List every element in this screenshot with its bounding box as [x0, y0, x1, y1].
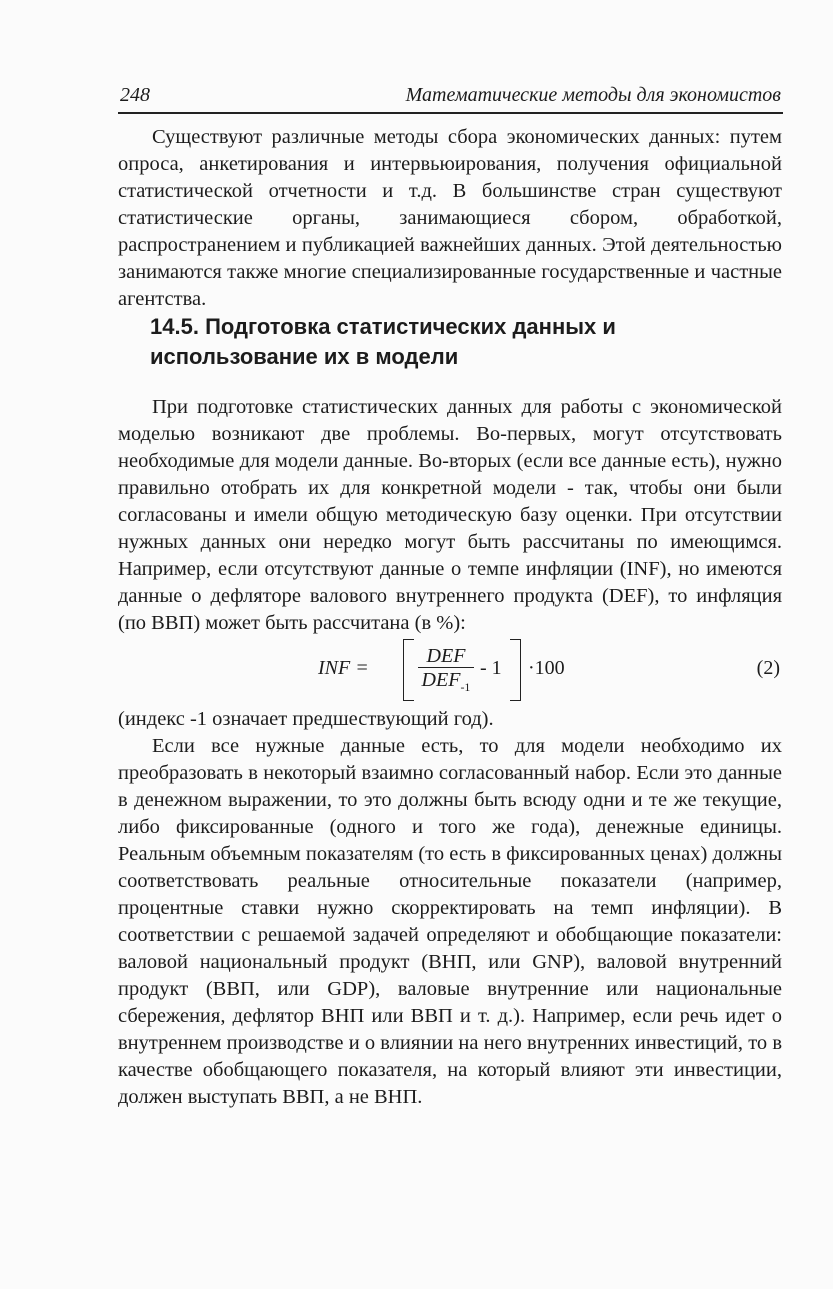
paragraph-data-collection [118, 124, 782, 313]
inflation-formula [118, 637, 782, 699]
left-bracket [403, 639, 414, 701]
running-header [118, 82, 783, 114]
fraction [418, 645, 474, 699]
paragraph-data-preparation [118, 394, 782, 637]
section-title: Подготовка статистических данных и использование их в модели [150, 314, 616, 369]
right-bracket [510, 639, 521, 701]
formula-note-text: (индекс -1 означает предшествующий год). [118, 708, 494, 730]
section-heading [150, 312, 782, 372]
paragraph-text: Существуют различные методы сбора экономических данных: путем опроса, анкетирования и интервьюирования, получения официальной статистической отчетности и т.д. В большинстве стран существуют статистические органы, занимающиеся сбором, обработкой, распространением и публикацией важнейших данных. Этой деятельностью занимаются также многие специализированные государственные и частные агентства. [118, 126, 782, 310]
paragraph-text: Если все нужные данные есть, то для модели необходимо их преобразовать в некоторый взаимно согласованный набор. Если это данные в денежном выражении, то это должны быть всюду одни и те же текущие, либо фиксированные (одного и того же года), денежные единицы. Реальным объемным показателям (то есть в фиксированных ценах) должны соответствовать реальные относительные показатели (например, процентные ставки нужно скорректировать на темп инфляции). В соответствии с решаемой задачей определяют и обобщающие показатели: валовой национальный продукт (ВНП, или GNP), валовой внутренний продукт (ВВП, или GDP), валовые внутренние или национальные сбережения, дефлятор ВНП или ВВП и т. д.). Например, если речь идет о внутреннем производстве и о влиянии на него внутренних инвестиций, то в качестве обобщающего показателя, на который влияют эти инвестиции, должен выступать ВВП, а не ВНП. [118, 735, 782, 1108]
paragraph-consistency [118, 733, 782, 1111]
section-number: 14.5. [150, 314, 199, 339]
fraction-denominator [418, 668, 474, 699]
page-number: 248 [120, 84, 150, 106]
fraction-numerator: DEF [418, 645, 474, 668]
equation-number: (2) [756, 657, 780, 679]
denominator-subscript: -1 [460, 680, 471, 694]
times-hundred: ·100 [528, 657, 565, 679]
formula-lhs: INF = [318, 657, 369, 679]
book-title: Математические методы для экономистов [405, 84, 781, 106]
minus-one: - 1 [480, 657, 502, 679]
denominator-text: DEF [421, 669, 461, 691]
formula-note [118, 706, 782, 733]
paragraph-text: При подготовке статистических данных для работы с экономической моделью возникают две проблемы. Во-первых, могут отсутствовать необходимые для модели данные. Во-вторых (если все данные есть), нужно правильно отобрать их для конкретной модели - так, чтобы они были согласованы и имели общую методическую базу оценки. При отсутствии нужных данных они нередко могут быть рассчитаны по имеющимся. Например, если отсутствуют данные о темпе инфляции (INF), но имеются данные о дефляторе валового внутреннего продукта (DEF), то инфляция (по ВВП) может быть рассчитана (в %): [118, 396, 782, 634]
